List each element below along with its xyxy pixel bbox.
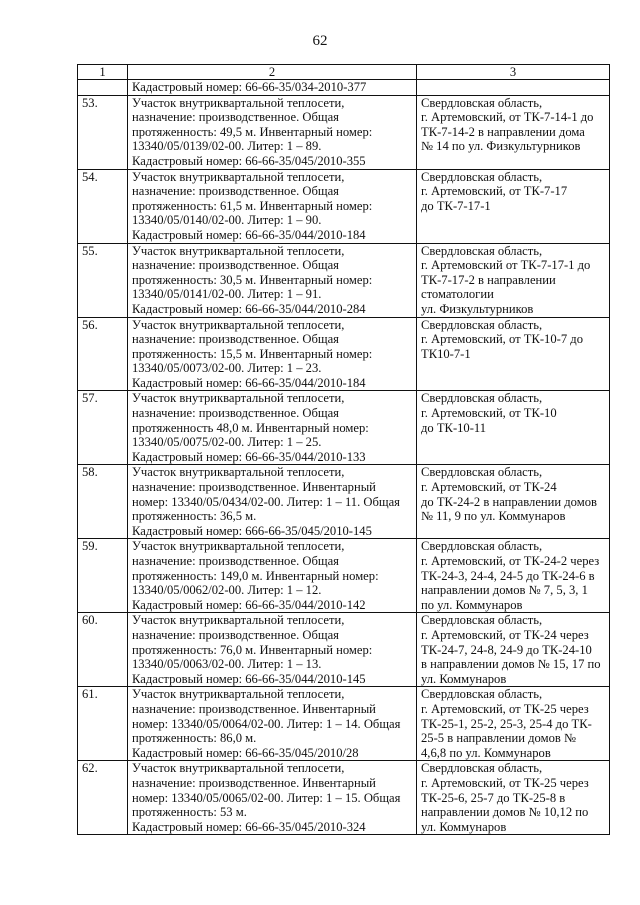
description-line: протяженность: 49,5 м. Инвентарный номер: xyxy=(132,124,373,139)
location-line: Свердловская область, xyxy=(421,317,543,332)
description-line: 13340/05/0063/02-00. Литер: 1 – 13. xyxy=(132,657,322,672)
row-description xyxy=(128,465,417,539)
table-header-row xyxy=(78,65,610,80)
column-header-3: 3 xyxy=(417,65,610,80)
location-line: направлении домов № 10,12 по xyxy=(421,805,589,820)
row-number: 57. xyxy=(78,391,128,465)
continuation-num-cell xyxy=(78,80,128,96)
description-line: Кадастровый номер: 66-66-35/044/2010-142 xyxy=(132,597,366,612)
location-line: г. Артемовский, от ТК-10-7 до xyxy=(421,332,583,347)
description-line: назначение: производственное. Общая xyxy=(132,627,339,642)
description-line: Кадастровый номер: 66-66-35/044/2010-284 xyxy=(132,301,366,316)
row-description xyxy=(128,243,417,317)
table-row xyxy=(78,317,610,391)
description-line: протяженность: 53 м. xyxy=(132,805,247,820)
description-line: Участок внутриквартальной теплосети, xyxy=(132,465,345,480)
location-line: ул. Коммунаров xyxy=(421,819,507,834)
description-line: Участок внутриквартальной теплосети, xyxy=(132,391,345,406)
table-row xyxy=(78,539,610,613)
row-location xyxy=(417,317,610,391)
description-line: Кадастровый номер: 66-66-35/045/2010/28 xyxy=(132,745,359,760)
description-line: 13340/05/0073/02-00. Литер: 1 – 23. xyxy=(132,361,322,376)
location-line: Свердловская область, xyxy=(421,761,543,776)
property-registry-table xyxy=(77,64,610,835)
location-line: стоматологии xyxy=(421,287,494,302)
description-line: 13340/05/0141/02-00. Литер: 1 – 91. xyxy=(132,287,322,302)
description-line: Участок внутриквартальной теплосети, xyxy=(132,687,345,702)
location-line: 4,6,8 по ул. Коммунаров xyxy=(421,745,551,760)
location-line: г. Артемовский, от ТК-24 через xyxy=(421,627,589,642)
continuation-loc-cell xyxy=(417,80,610,96)
row-number: 60. xyxy=(78,613,128,687)
row-description xyxy=(128,317,417,391)
location-line: г. Артемовский, от ТК-10 xyxy=(421,406,557,421)
row-description xyxy=(128,613,417,687)
description-line: Кадастровый номер: 66-66-35/044/2010-133 xyxy=(132,449,366,464)
row-location xyxy=(417,95,610,169)
table-row xyxy=(78,687,610,761)
description-line: назначение: производственное. Общая xyxy=(132,110,339,125)
description-line: 13340/05/0062/02-00. Литер: 1 – 12. xyxy=(132,583,322,598)
table-row xyxy=(78,95,610,169)
description-line: назначение: производственное. Общая xyxy=(132,184,339,199)
description-line: протяженность: 30,5 м. Инвентарный номер: xyxy=(132,272,373,287)
location-line: ТК-24-3, 24-4, 24-5 до ТК-24-6 в xyxy=(421,568,595,583)
location-line: ТК-25-1, 25-2, 25-3, 25-4 до ТК- xyxy=(421,716,592,731)
location-line: направлении домов № 7, 5, 3, 1 xyxy=(421,583,588,598)
location-line: ТК-7-14-2 в направлении дома xyxy=(421,124,585,139)
table-row xyxy=(78,613,610,687)
description-line: протяженность 48,0 м. Инвентарный номер: xyxy=(132,420,369,435)
location-line: Свердловская область, xyxy=(421,391,543,406)
row-number: 58. xyxy=(78,465,128,539)
row-description xyxy=(128,169,417,243)
description-line: назначение: производственное. Инвентарный xyxy=(132,775,376,790)
location-line: Свердловская область, xyxy=(421,687,543,702)
description-line: номер: 13340/05/0065/02-00. Литер: 1 – 15. Общая xyxy=(132,790,401,805)
description-line: назначение: производственное. Общая xyxy=(132,554,339,568)
table-row xyxy=(78,169,610,243)
description-line: Участок внутриквартальной теплосети, xyxy=(132,761,345,776)
location-line: Свердловская область, xyxy=(421,243,543,258)
location-line: ул. Физкультурников xyxy=(421,301,534,316)
description-line: протяженность: 86,0 м. xyxy=(132,731,257,746)
table-row xyxy=(78,243,610,317)
description-line: назначение: производственное. Общая xyxy=(132,406,339,421)
description-line: 13340/05/0140/02-00. Литер: 1 – 90. xyxy=(132,213,322,228)
location-line: ТК-7-17-2 в направлении xyxy=(421,272,556,287)
description-line: 13340/05/0139/02-00. Литер: 1 – 89. xyxy=(132,139,322,154)
description-line: Участок внутриквартальной теплосети, xyxy=(132,613,345,628)
row-number: 54. xyxy=(78,169,128,243)
description-line: номер: 13340/05/0064/02-00. Литер: 1 – 14. Общая xyxy=(132,716,401,731)
row-location xyxy=(417,687,610,761)
row-location xyxy=(417,169,610,243)
location-line: Свердловская область, xyxy=(421,465,543,480)
location-line: Свердловская область, xyxy=(421,613,543,628)
description-line: протяженность: 149,0 м. Инвентарный номер: xyxy=(132,568,379,583)
row-description xyxy=(128,95,417,169)
row-location xyxy=(417,761,610,835)
table-row xyxy=(78,391,610,465)
description-line: назначение: производственное. Инвентарный xyxy=(132,701,376,716)
location-line: г. Артемовский, от ТК-25 через xyxy=(421,701,589,716)
row-description xyxy=(128,687,417,761)
location-line: № 11, 9 по ул. Коммунаров xyxy=(421,509,566,524)
row-location xyxy=(417,539,610,613)
location-line: ТК-25-6, 25-7 до ТК-25-8 в xyxy=(421,790,566,805)
continuation-text: Кадастровый номер: 66-66-35/034-2010-377 xyxy=(132,80,367,94)
location-line: Свердловская область, xyxy=(421,539,543,554)
location-line: по ул. Коммунаров xyxy=(421,597,523,612)
location-line: ТК-24-7, 24-8, 24-9 до ТК-24-10 xyxy=(421,642,592,657)
location-line: 25-5 в направлении домов № xyxy=(421,731,576,746)
location-line: г. Артемовский, от ТК-7-17 xyxy=(421,184,568,199)
row-location xyxy=(417,243,610,317)
column-header-1: 1 xyxy=(78,65,128,80)
location-line: г. Артемовский от ТК-7-17-1 до xyxy=(421,258,591,273)
description-line: 13340/05/0075/02-00. Литер: 1 – 25. xyxy=(132,435,322,450)
row-description xyxy=(128,761,417,835)
description-line: Участок внутриквартальной теплосети, xyxy=(132,243,345,258)
row-number: 55. xyxy=(78,243,128,317)
row-number: 61. xyxy=(78,687,128,761)
row-location xyxy=(417,391,610,465)
row-number: 62. xyxy=(78,761,128,835)
description-line: протяженность: 76,0 м. Инвентарный номер: xyxy=(132,642,373,657)
continuation-desc-cell xyxy=(128,80,417,96)
description-line: назначение: производственное. Общая xyxy=(132,258,339,273)
row-location xyxy=(417,613,610,687)
column-header-2: 2 xyxy=(128,65,417,80)
location-line: г. Артемовский, от ТК-7-14-1 до xyxy=(421,110,594,125)
location-line: ТК10-7-1 xyxy=(421,346,471,361)
description-line: Кадастровый номер: 66-66-35/044/2010-184 xyxy=(132,375,366,390)
row-number: 53. xyxy=(78,95,128,169)
table-row xyxy=(78,465,610,539)
description-line: Участок внутриквартальной теплосети, xyxy=(132,317,345,332)
description-line: Участок внутриквартальной теплосети, xyxy=(132,95,345,110)
row-number: 59. xyxy=(78,539,128,613)
description-line: Кадастровый номер: 66-66-35/045/2010-324 xyxy=(132,819,366,834)
location-line: до ТК-7-17-1 xyxy=(421,198,491,213)
description-line: Кадастровый номер: 66-66-35/045/2010-355 xyxy=(132,153,366,168)
location-line: Свердловская область, xyxy=(421,169,543,184)
row-description xyxy=(128,539,417,613)
location-line: г. Артемовский, от ТК-25 через xyxy=(421,775,589,790)
location-line: г. Артемовский, от ТК-24 xyxy=(421,480,557,495)
location-line: № 14 по ул. Физкультурников xyxy=(421,139,581,154)
description-line: Кадастровый номер: 666-66-35/045/2010-145 xyxy=(132,523,372,538)
location-line: ул. Коммунаров xyxy=(421,671,507,686)
description-line: Кадастровый номер: 66-66-35/044/2010-145 xyxy=(132,671,366,686)
table-row xyxy=(78,761,610,835)
page-number: 62 xyxy=(312,33,328,49)
location-line: до ТК-10-11 xyxy=(421,420,487,435)
location-line: г. Артемовский, от ТК-24-2 через xyxy=(421,554,600,568)
location-line: в направлении домов № 15, 17 по xyxy=(421,657,601,672)
description-line: Участок внутриквартальной теплосети, xyxy=(132,539,345,554)
description-line: протяженность: 61,5 м. Инвентарный номер: xyxy=(132,198,373,213)
continuation-row xyxy=(78,80,610,96)
row-location xyxy=(417,465,610,539)
location-line: до ТК-24-2 в направлении домов xyxy=(421,494,597,509)
description-line: назначение: производственное. Инвентарный xyxy=(132,480,376,495)
row-description xyxy=(128,391,417,465)
location-line: Свердловская область, xyxy=(421,95,543,110)
description-line: Кадастровый номер: 66-66-35/044/2010-184 xyxy=(132,227,366,242)
description-line: протяженность: 15,5 м. Инвентарный номер: xyxy=(132,346,373,361)
description-line: Участок внутриквартальной теплосети, xyxy=(132,169,345,184)
description-line: назначение: производственное. Общая xyxy=(132,332,339,347)
description-line: номер: 13340/05/0434/02-00. Литер: 1 – 11. Общая xyxy=(132,494,400,509)
row-number: 56. xyxy=(78,317,128,391)
description-line: протяженность: 36,5 м. xyxy=(132,509,257,524)
